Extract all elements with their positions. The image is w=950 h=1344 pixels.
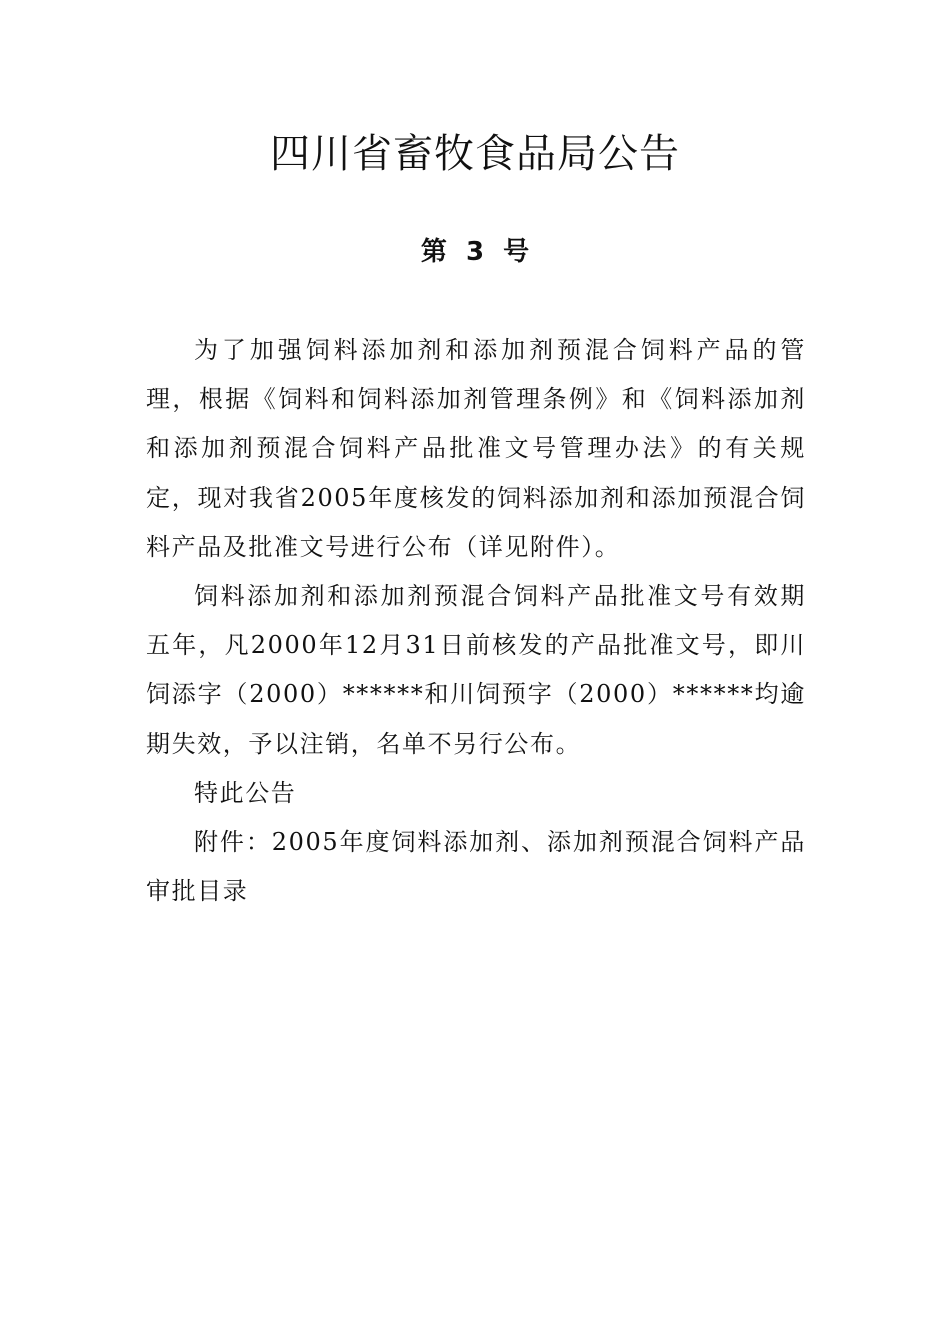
announcement-number: 第 3 号 [420,237,530,267]
paragraph-validity: 饲料添加剂和添加剂预混合饲料产品批准文号有效期五年，凡2000年12月31日前核发的产品批准文号，即川饲添字（2000）******和川饲预字（2000）******均逾期失效，予以注销，名单不另行公布。 [146,582,806,758]
paragraph-closing: 特此公告 [194,778,297,807]
paragraph-attachment: 附件：2005年度饲料添加剂、添加剂预混合饲料产品审批目录 [146,828,806,906]
paragraph-purpose: 为了加强饲料添加剂和添加剂预混合饲料产品的管理，根据《饲料和饲料添加剂管理条例》和《饲料添加剂和添加剂预混合饲料产品批准文号管理办法》的有关规定，现对我省2005年度核发的饲料添加剂和添加预混合饲料产品及批准文号进行公布（详见附件）。 [146,336,806,561]
document-body [146,326,806,916]
document-title: 四川省畜牧食品局公告 [270,131,680,177]
